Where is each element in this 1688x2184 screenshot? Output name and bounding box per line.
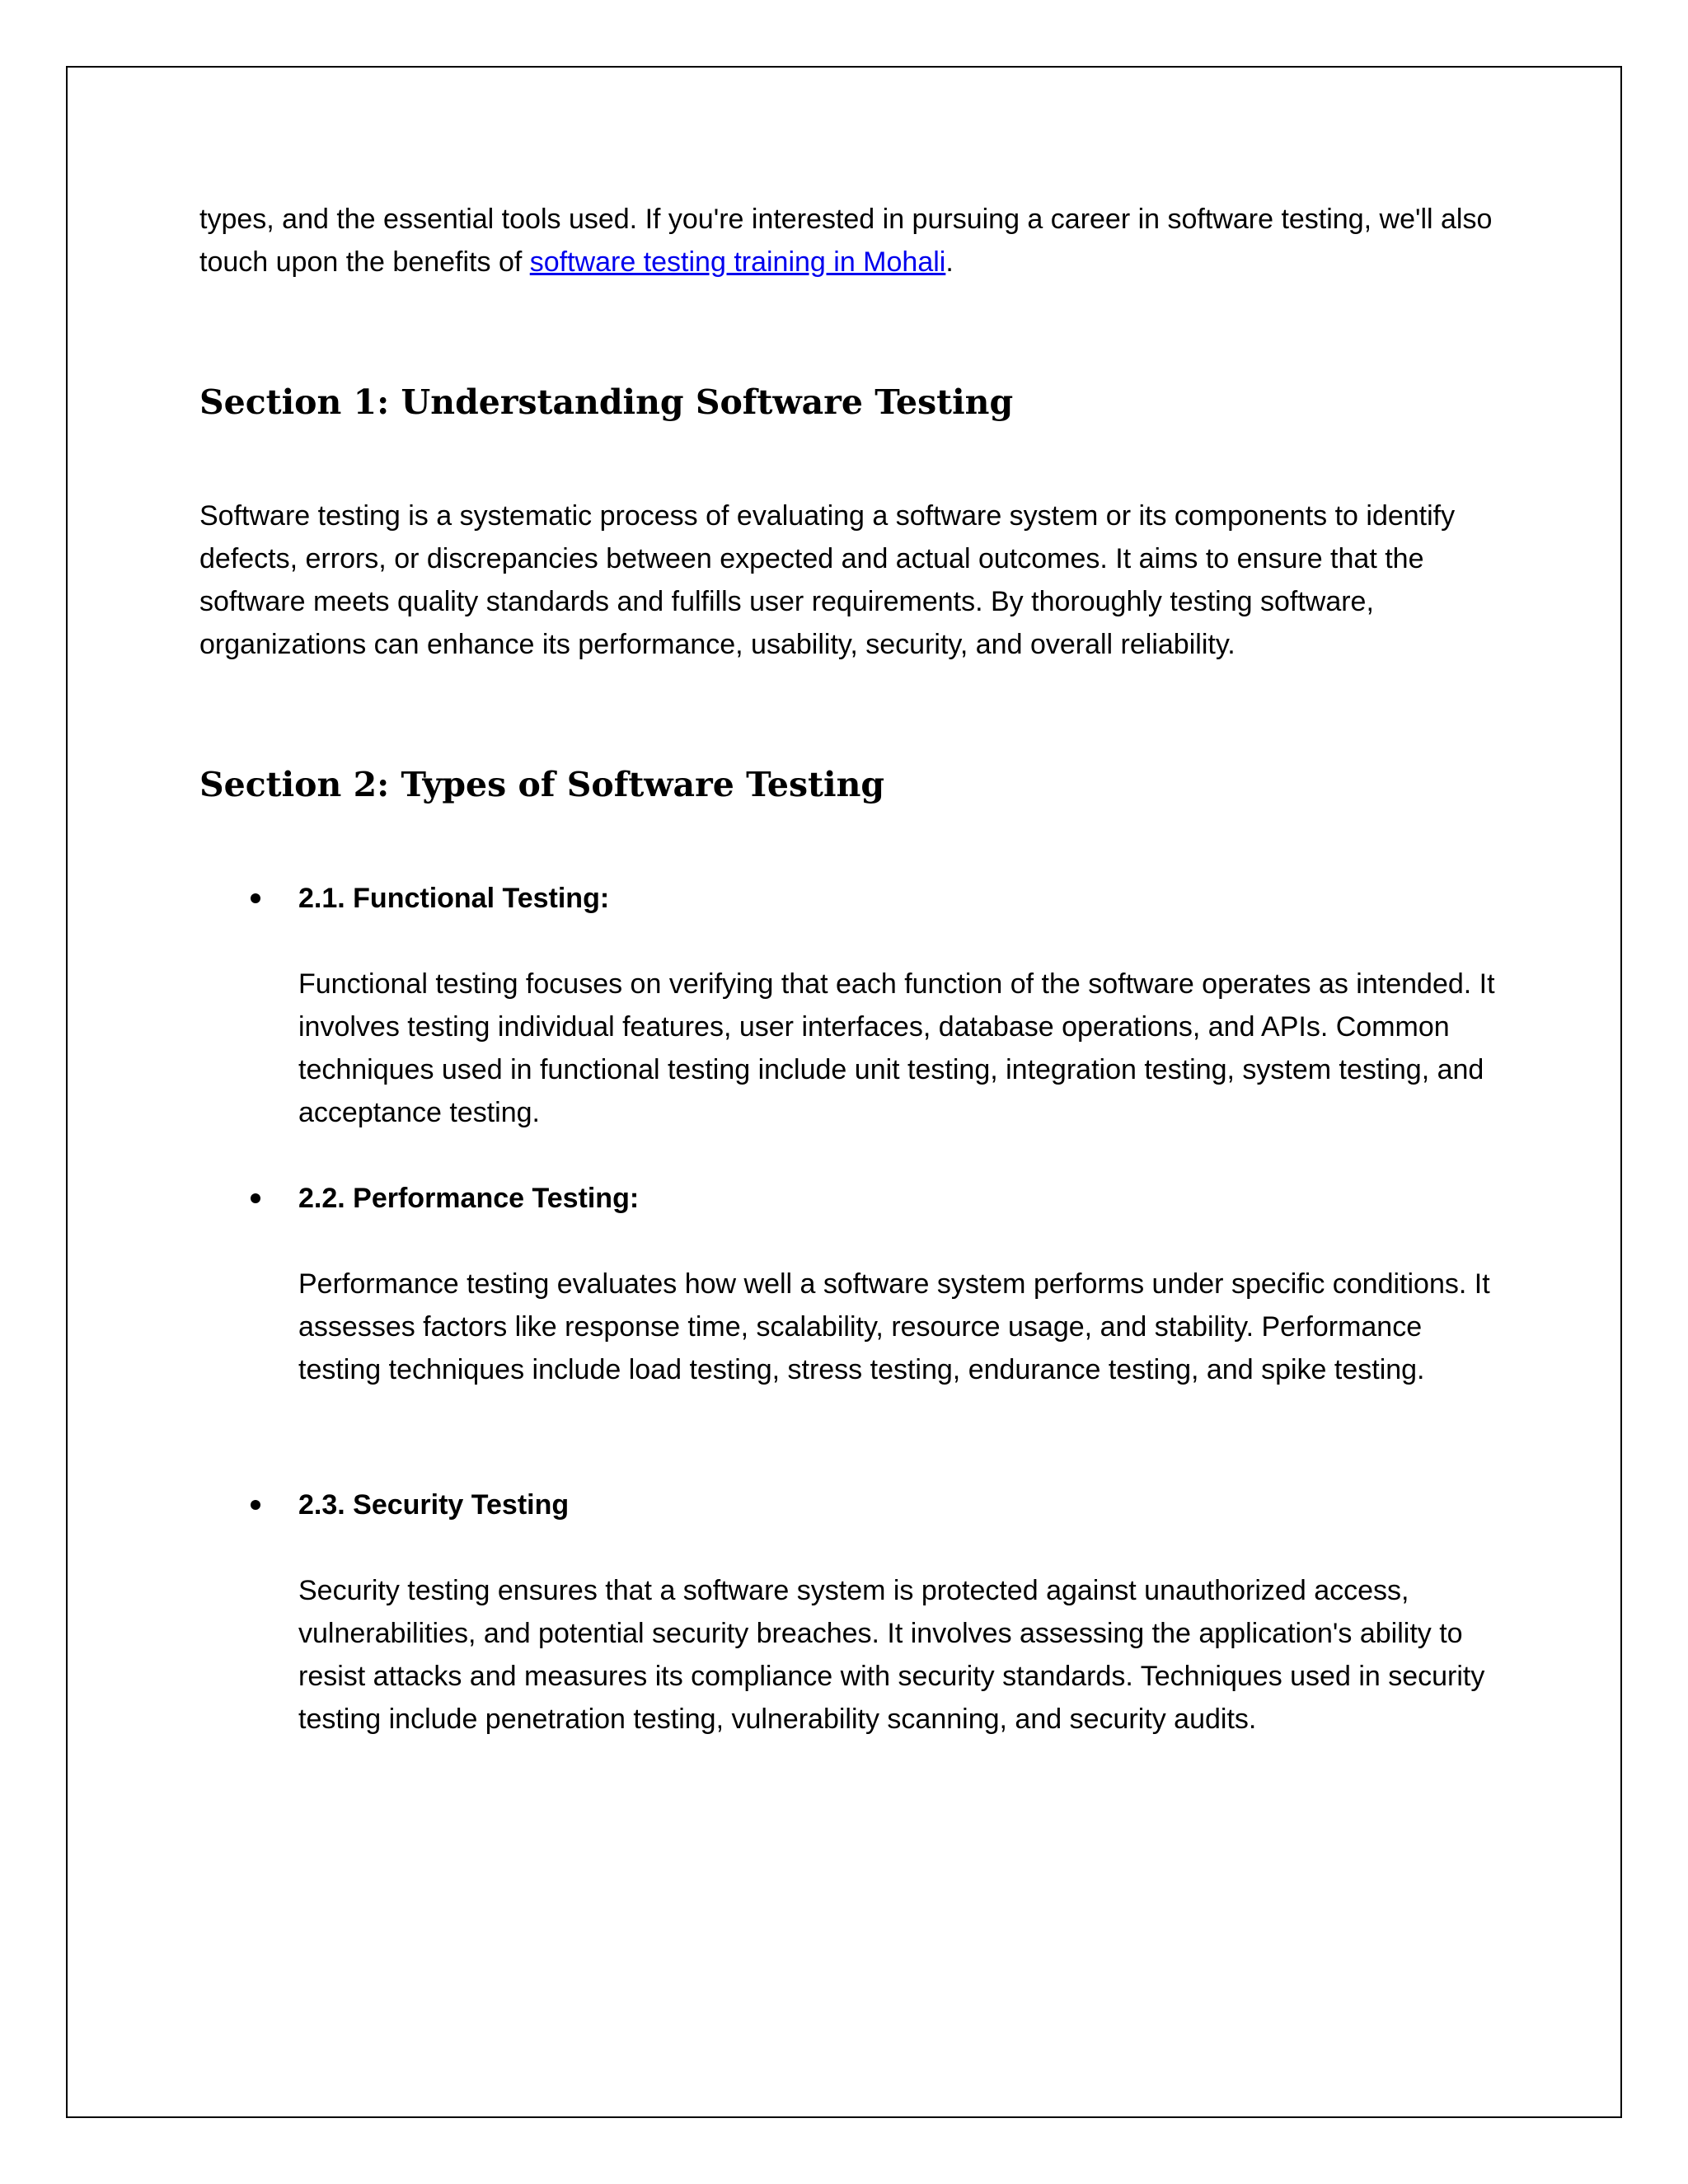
item-title: 2.2. Performance Testing: bbox=[298, 1183, 640, 1214]
security-testing-title bbox=[298, 1483, 1502, 1526]
document-body bbox=[199, 198, 1502, 1741]
item-title: 2.1. Functional Testing: bbox=[298, 883, 610, 914]
functional-testing-title bbox=[298, 877, 1502, 920]
section-2-heading: Section 2: Types of Software Testing bbox=[199, 765, 885, 804]
bullet-icon bbox=[251, 1500, 260, 1510]
section-1-heading: Section 1: Understanding Software Testing bbox=[199, 382, 1014, 422]
item-title: 2.3. Security Testing bbox=[298, 1489, 570, 1521]
list-item bbox=[298, 1177, 1502, 1391]
functional-testing-body: Functional testing focuses on verifying that each function of the software operates as intended. It involves testing individual features, user interfaces, database operations, and APIs. Common techniques used in functional testing include unit testing, integration testing, system testing, and acceptance testing. bbox=[298, 968, 1495, 1128]
bullet-icon bbox=[251, 893, 260, 903]
security-testing-body: Security testing ensures that a software system is protected against unauthorized access, vulnerabilities, and potential security breaches. It involves assessing the application's ability to resist attacks and measures its compliance with security standards. Techniques used in security testing include penetration testing, vulnerability scanning, and security audits. bbox=[298, 1575, 1485, 1735]
section-1-body: Software testing is a systematic process of evaluating a software system or its components to identify defects, errors, or discrepancies between expected and actual outcomes. It aims to ensure that the software meets quality standards and fulfills user requirements. By thoroughly testing software, organizations can enhance its performance, usability, security, and overall reliability. bbox=[199, 500, 1456, 660]
performance-testing-title bbox=[298, 1177, 1502, 1220]
performance-testing-body: Performance testing evaluates how well a software system performs under specific conditions. It assesses factors like response time, scalability, resource usage, and stability. Performance testing techniques include load testing, stress testing, endurance testing, and spike testing. bbox=[298, 1268, 1490, 1385]
intro-text-end: . bbox=[945, 246, 954, 278]
bullet-icon bbox=[251, 1193, 260, 1203]
list-item bbox=[298, 1483, 1502, 1741]
training-link[interactable]: software testing training in Mohali bbox=[529, 246, 946, 278]
list-item bbox=[298, 877, 1502, 1134]
intro-text: types, and the essential tools used. If you're interested in pursuing a career in software testing, we'll also touch upon the benefits of bbox=[199, 204, 1493, 278]
testing-types-list bbox=[298, 877, 1502, 1741]
intro-paragraph bbox=[199, 198, 1502, 284]
